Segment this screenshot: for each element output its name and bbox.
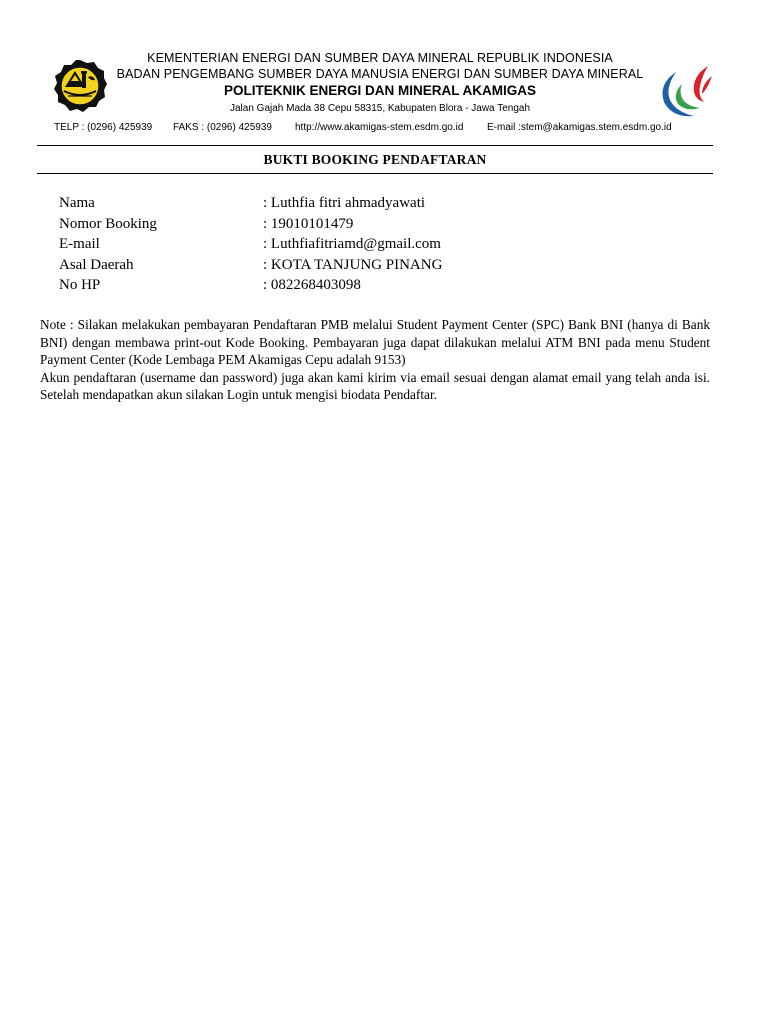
institution-address: Jalan Gajah Mada 38 Cepu 58315, Kabupaten Blora - Jawa Tengah xyxy=(229,103,531,114)
phone-number: TELP : (0296) 425939 xyxy=(54,122,153,133)
detail-value: : 19010101479 xyxy=(263,215,354,232)
detail-value: : Luthfiafitriamd@gmail.com xyxy=(263,236,441,253)
note-paragraph-payment: Note : Silakan melakukan pembayaran Pendaftaran PMB melalui Student Payment Center (SPC) Bank BNI (hanya di Bank BNI) dengan membawa print-out Kode Booking. Pembayaran juga dapat dilakukan melalui ATM BNI pada menu Student Payment Center (Kode Lembaga PEM Akamigas Cepu adalah 9153) xyxy=(40,317,710,368)
detail-label: Asal Daerah xyxy=(59,256,134,273)
letterhead xyxy=(0,0,768,140)
document-title: BUKTI BOOKING PENDAFTARAN xyxy=(263,152,487,167)
letterhead-text-block xyxy=(60,50,700,116)
institution-name: POLITEKNIK ENERGI DAN MINERAL AKAMIGAS xyxy=(223,83,536,98)
detail-value: : KOTA TANJUNG PINANG xyxy=(263,256,443,273)
detail-label: No HP xyxy=(59,277,101,294)
detail-label: Nomor Booking xyxy=(59,215,157,232)
website-link[interactable]: http://www.akamigas-stem.esdm.go.id xyxy=(295,122,464,133)
detail-label: E-mail xyxy=(59,236,100,253)
title-top-divider xyxy=(37,145,713,146)
pem-akamigas-swirl-logo-icon xyxy=(656,62,716,120)
detail-label: Nama xyxy=(59,195,95,211)
detail-value: : 082268403098 xyxy=(263,277,361,294)
agency-name: BADAN PENGEMBANG SUMBER DAYA MANUSIA ENERGI DAN SUMBER DAYA MINERAL xyxy=(116,67,644,81)
title-bottom-divider xyxy=(37,173,713,174)
detail-value: : Luthfia fitri ahmadyawati xyxy=(263,195,426,211)
fax-number: FAKS : (0296) 425939 xyxy=(173,122,272,133)
payment-note xyxy=(40,316,710,404)
email-address[interactable]: E-mail :stem@akamigas.stem.esdm.go.id xyxy=(487,122,672,133)
ministry-name: KEMENTERIAN ENERGI DAN SUMBER DAYA MINERAL REPUBLIK INDONESIA xyxy=(147,51,613,65)
note-paragraph-account: Akun pendaftaran (username dan password) juga akan kami kirim via email sesuai dengan alamat email yang telah anda isi. Setelah mendapatkan akun silakan Login untuk mengisi biodata Pendaftar. xyxy=(40,369,710,403)
